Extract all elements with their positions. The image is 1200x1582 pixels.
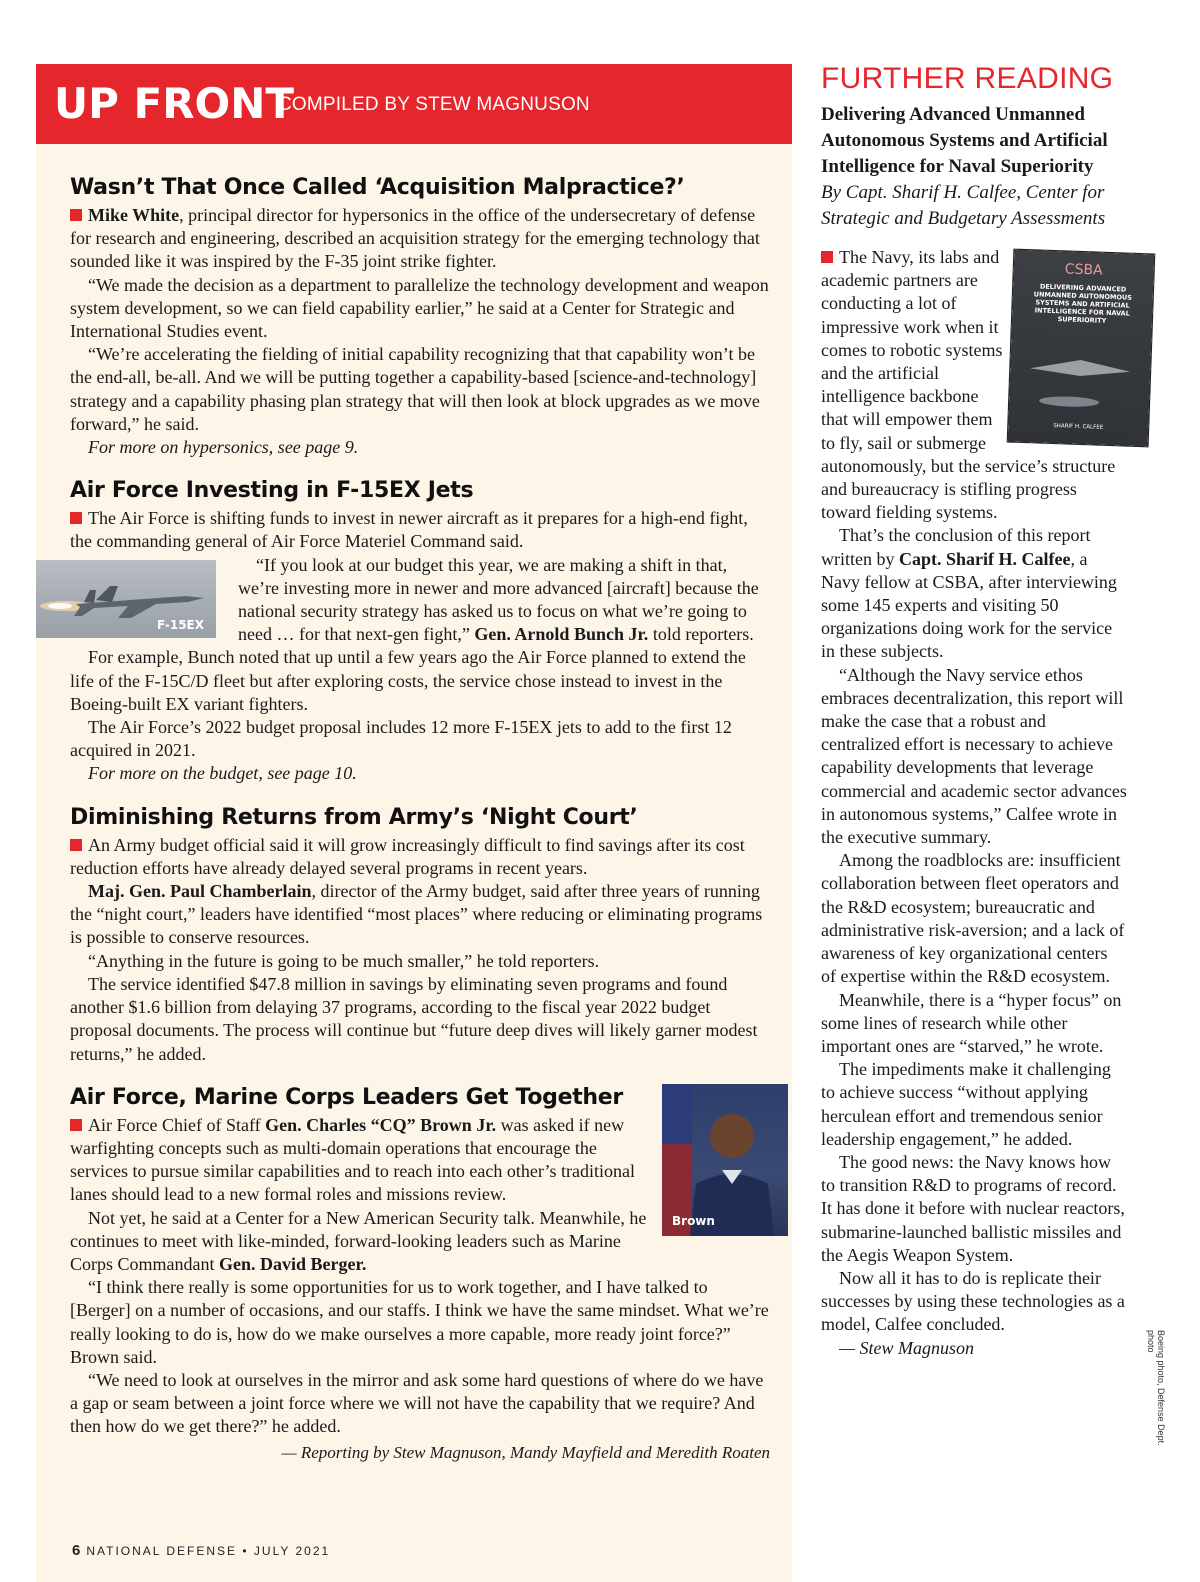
article-paragraph: “If you look at our budget this year, we are making a shift in that, we’re investing more in newer and more advanced [aircraft] because the national security strategy has asked us to focus on what we’re going to need … for that next-gen fight,” Gen. Arnold Bunch Jr. told reporters.: [238, 554, 759, 645]
section-subtitle: COMPILED BY STEW MAGNUSON: [278, 94, 590, 115]
article-paragraph: Mike White, principal director for hypersonics in the office of the undersecretary of defense for research and engineering, described an acquisition strategy for the emerging technology that sounded like it was inspired by the F-35 joint strike fighter.: [70, 205, 760, 272]
book-byline: By Capt. Sharif H. Calfee, Center for Strategic and Budgetary Assessments: [821, 182, 1106, 229]
section-title: UP FRONT: [54, 79, 295, 128]
article-title: Diminishing Returns from Army’s ‘Night Court’: [70, 804, 638, 830]
article-title: Air Force, Marine Corps Leaders Get Together: [70, 1084, 623, 1110]
sidebar-paragraph: “Although the Navy service ethos embraces decentralization, this report will make the case that a robust and centralized effort is necessary to achieve capability developments that leverage commercial and academic sector advances in autonomous systems,” Calfee wrote in the executive summary.: [821, 664, 1127, 848]
see-page-note: For more on the budget, see page 10.: [88, 763, 357, 784]
sidebar-paragraph: Meanwhile, there is a “hyper focus” on some lines of research while other important ones are “starved,” he wrote.: [821, 989, 1122, 1056]
article-paragraph: “We need to look at ourselves in the mirror and ask some hard questions of where do we have a gap or seam between a joint force where we will not have the capability that we require? And then how do we get there?” he added.: [70, 1369, 764, 1437]
article-paragraph: “We made the decision as a department to parallelize the technology development and weapon system development, so we can field capability earlier,” he said at a Center for Strategic and International Studies event.: [70, 274, 769, 342]
page-footer: [72, 1542, 330, 1559]
bullet-square-icon: [70, 209, 82, 221]
article-paragraph: “I think there really is some opportunities for us to work together, and I have talked to [Berger] on a number of occasions, and our staffs. I think we have the same mindset. What we’re really looking to do is, how do we make ourselves a more capable, more ready joint force?” Brown said.: [70, 1277, 769, 1367]
publication-line: NATIONAL DEFENSE • JULY 2021: [86, 1544, 331, 1558]
jet-image: [36, 560, 216, 638]
reporting-byline: — Reporting by Stew Magnuson, Mandy Mayfield and Meredith Roaten: [281, 1442, 770, 1462]
person-name: Gen. Charles “CQ” Brown Jr.: [265, 1114, 497, 1135]
article-title: Wasn’t That Once Called ‘Acquisition Malpractice?’: [70, 175, 685, 200]
brown-photo: [662, 1084, 788, 1236]
article-leaders: [70, 1082, 770, 1465]
person-name: Mike White: [88, 205, 180, 225]
sidebar-paragraph: That’s the conclusion of this report written by Capt. Sharif H. Calfee, a Navy fellow at CSBA, after interviewing some 145 experts and visiting 50 organizations doing work for the service in these subjects.: [821, 525, 1117, 662]
article-paragraph: Not yet, he said at a Center for a New American Security talk. Meanwhile, he continues to meet with like-minded, forward-looking leaders such as Marine Corps Commandant Gen. David Berger.: [70, 1207, 647, 1274]
person-name: Gen. Arnold Bunch Jr.: [474, 624, 649, 645]
sidebar-heading: FURTHER READING: [821, 62, 1114, 95]
article-paragraph: The service identified $47.8 million in savings by eliminating seven programs and found another $1.6 billion from delaying 37 programs, according to the fiscal year 2022 budget proposal documents. The process will continue but “future deep dives will likely garner modest returns,” he added.: [70, 973, 758, 1064]
person-name: Capt. Sharif H. Calfee: [899, 548, 1071, 569]
page-number: 6: [72, 1542, 81, 1559]
cover-title: DELIVERING ADVANCED UNMANNED AUTONOMOUS SYSTEMS AND ARTIFICIAL INTELLIGENCE FOR NAVAL SUPERIORITY: [1033, 282, 1133, 325]
article-paragraph: Air Force Chief of Staff Gen. Charles “CQ” Brown Jr. was asked if new warfighting concepts such as multi-domain operations that encourage the services to pursue similar capabilities and to reach into each other’s traditional lanes should lead to a new formal roles and missions review.: [70, 1114, 635, 1205]
main-column: [70, 172, 770, 1482]
sidebar-byline: — Stew Magnuson: [839, 1337, 974, 1358]
book-title: Delivering Advanced Unmanned Autonomous Systems and Artificial Intelligence for Naval Superiority: [821, 104, 1108, 177]
article-paragraph: For example, Bunch noted that up until a few years ago the Air Force planned to extend the life of the F-15C/D fleet but after exploring costs, the service chose instead to invest in the Boeing-built EX variant fighters.: [70, 647, 746, 714]
article-acquisition: [70, 172, 770, 459]
csba-logo: CSBA: [1064, 261, 1103, 279]
further-reading-sidebar: [821, 62, 1133, 1360]
see-page-note: For more on hypersonics, see page 9.: [88, 437, 359, 458]
article-title: Air Force Investing in F-15EX Jets: [70, 478, 474, 504]
sidebar-paragraph: The impediments make it challenging to achieve success “without applying herculean effort and tremendous senior leadership engagement,” he added.: [821, 1059, 1111, 1149]
article-paragraph: “We’re accelerating the fielding of initial capability recognizing that that capability won’t be the end-all, be-all. And we will be putting together a capability-based [science-and-technology] strategy and a capability phasing plan strategy that will then look at block upgrades as we move forward,” he said.: [70, 344, 760, 434]
article-paragraph: “Anything in the future is going to be much smaller,” he told reporters.: [88, 950, 600, 971]
article-paragraph: An Army budget official said it will grow increasingly difficult to find savings after its cost reduction efforts have already delayed several programs in recent years.: [70, 834, 745, 878]
article-paragraph: The Air Force’s 2022 budget proposal includes 12 more F-15EX jets to add to the first 12 acquired in 2021.: [70, 717, 732, 761]
article-paragraph: Maj. Gen. Paul Chamberlain, director of the Army budget, said after three years of running the “night court,” leaders have identified “most places” where reducing or eliminating programs is possible to conserve resources.: [70, 881, 763, 948]
article-f15ex: [70, 475, 770, 785]
photo-credit: Boeing photo, Defense Dept. photo: [1146, 1330, 1166, 1446]
article-paragraph: The Air Force is shifting funds to invest in newer aircraft as it prepares for a high-end fight, the commanding general of Air Force Materiel Command said.: [70, 508, 748, 552]
report-cover-image: [1008, 250, 1155, 447]
person-name: Maj. Gen. Paul Chamberlain: [88, 881, 312, 902]
sidebar-paragraph: Now all it has to do is replicate their successes by using these technologies as a model, Calfee concluded.: [821, 1267, 1125, 1335]
article-night-court: [70, 802, 770, 1066]
cover-author: SHARIF H. CALFEE: [1053, 423, 1104, 431]
bullet-square-icon: [70, 512, 82, 524]
person-name: Gen. David Berger.: [219, 1253, 367, 1274]
f15ex-photo: [36, 560, 216, 638]
bullet-square-icon: [821, 251, 833, 263]
bullet-square-icon: [70, 839, 82, 851]
section-banner: [36, 64, 792, 144]
photo-caption: Brown: [672, 1213, 715, 1228]
photo-caption: F-15EX: [157, 617, 204, 632]
sidebar-paragraph: Among the roadblocks are: insufficient collaboration between fleet operators and the R&D ecosystem; bureaucratic and administrative risk-aversion; and a lack of awareness of key organizational centers of expertise within the R&D ecosystem.: [821, 850, 1125, 987]
drone-illustration-icon: [1009, 338, 1152, 423]
portrait-image: [662, 1084, 788, 1236]
sidebar-paragraph: The Navy, its labs and academic partners are conducting a lot of impressive work when it comes to robotic systems and the artificial intelligence backbone that will empower them to fly, sail or submerge autonomously, but the service’s structure and bureaucracy is stifling progress toward fielding systems.: [821, 247, 1116, 523]
bullet-square-icon: [70, 1119, 82, 1131]
sidebar-paragraph: The good news: the Navy knows how to transition R&D to programs of record. It has done it before with nuclear reactors, submarine-launched ballistic missiles and the Aegis Weapon System.: [821, 1151, 1125, 1265]
